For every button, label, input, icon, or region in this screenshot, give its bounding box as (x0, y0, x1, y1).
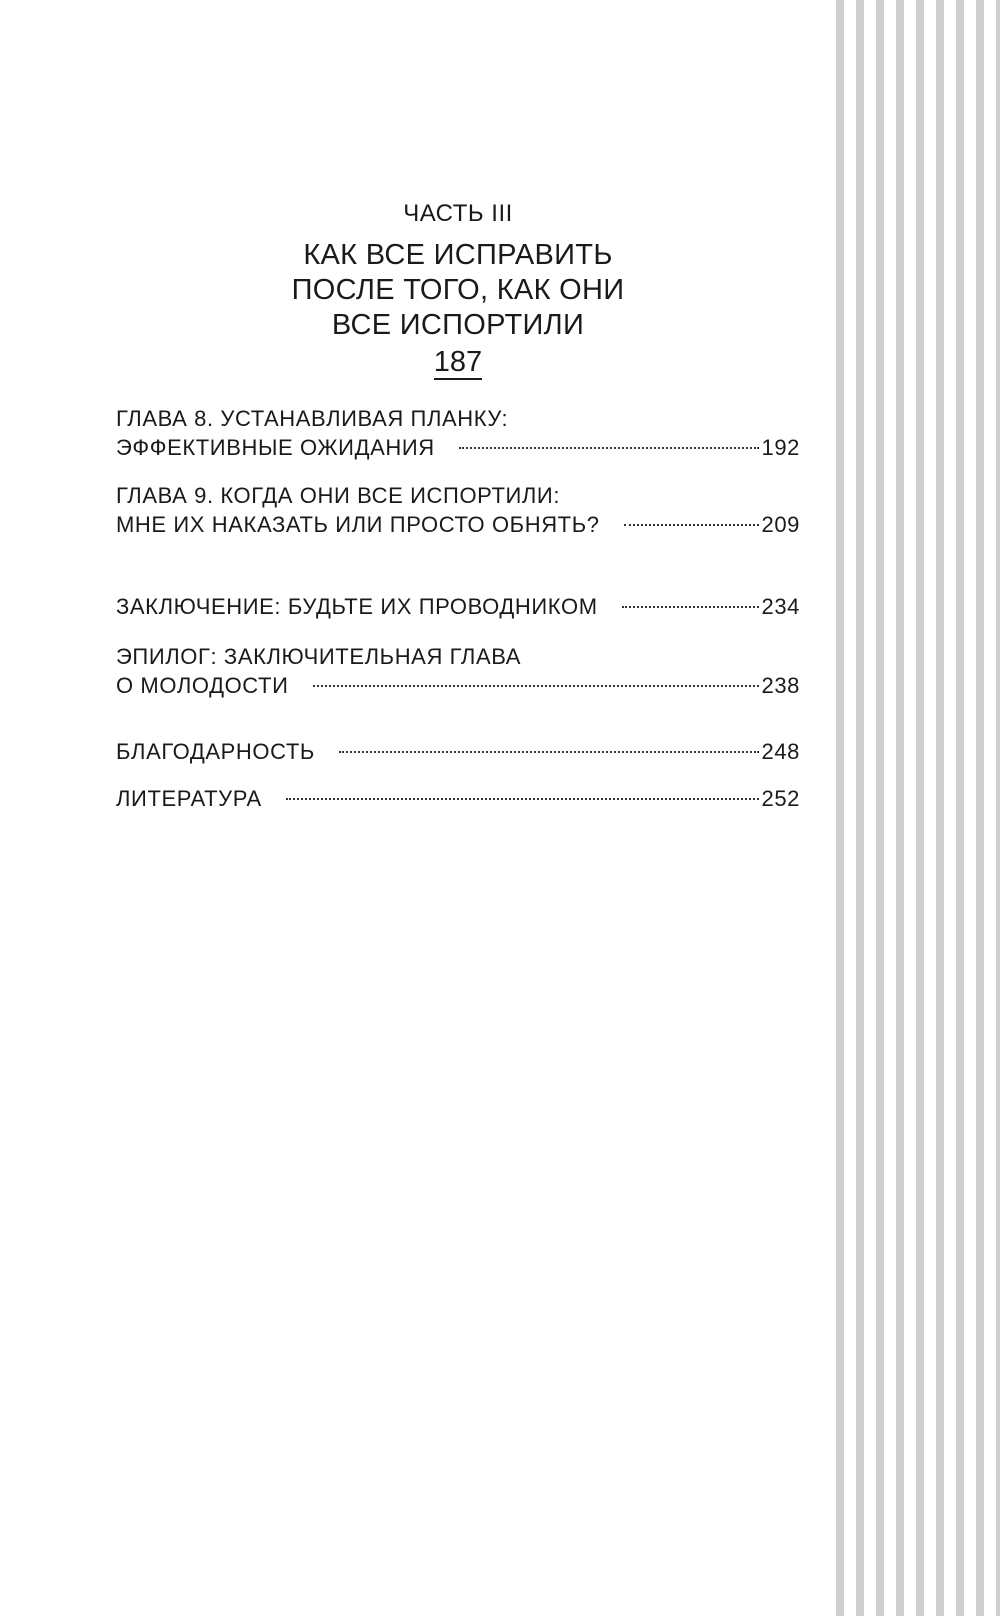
toc-entry-epilogue[interactable] (116, 642, 800, 700)
part-title (116, 238, 800, 343)
part-page-link[interactable]: 187 (433, 346, 483, 378)
toc-entry-title-line1: ЭПИЛОГ: ЗАКЛЮЧИТЕЛЬНАЯ ГЛАВА (116, 644, 522, 669)
toc-entry-page: 248 (761, 739, 800, 764)
toc-entry-chapter-9[interactable] (116, 481, 800, 539)
toc-entry-title: БЛАГОДАРНОСТЬ (116, 739, 315, 764)
decorative-stripes (836, 0, 1000, 1616)
toc-entry-title-line1: ГЛАВА 8. УСТАНАВЛИВАЯ ПЛАНКУ: (116, 406, 509, 431)
dot-leader (624, 524, 760, 526)
toc-entry-chapter-8[interactable] (116, 404, 800, 462)
dot-leader (339, 751, 760, 753)
toc-entry-page: 209 (761, 512, 800, 537)
toc-entry-literature[interactable] (116, 784, 800, 813)
part-page-number[interactable] (116, 346, 800, 380)
dot-leader (622, 606, 760, 608)
part-title-line: ВСЕ ИСПОРТИЛИ (331, 309, 585, 341)
part-label: ЧАСТЬ III (403, 200, 513, 227)
dot-leader (459, 447, 760, 449)
toc-entry-page: 234 (761, 594, 800, 619)
part-title-line: ПОСЛЕ ТОГО, КАК ОНИ (291, 274, 625, 306)
toc-entry-title: ЛИТЕРАТУРА (116, 786, 262, 811)
toc-entry-page: 192 (761, 435, 800, 460)
toc-entry-title: ЗАКЛЮЧЕНИЕ: БУДЬТЕ ИХ ПРОВОДНИКОМ (116, 594, 598, 619)
part-title-line: КАК ВСЕ ИСПРАВИТЬ (303, 239, 613, 271)
toc-entry-title-line2: ЭФФЕКТИВНЫЕ ОЖИДАНИЯ (116, 435, 435, 460)
dot-leader (313, 685, 760, 687)
toc-entry-page: 252 (761, 786, 800, 811)
toc-entry-title-line2: О МОЛОДОСТИ (116, 673, 289, 698)
toc-entry-conclusion[interactable] (116, 592, 800, 621)
toc-entry-page: 238 (761, 673, 800, 698)
toc-entry-acknowledgements[interactable] (116, 737, 800, 766)
toc-entry-title-line1: ГЛАВА 9. КОГДА ОНИ ВСЕ ИСПОРТИЛИ: (116, 483, 561, 508)
dot-leader (286, 798, 760, 800)
toc-entry-title-line2: МНЕ ИХ НАКАЗАТЬ ИЛИ ПРОСТО ОБНЯТЬ? (116, 512, 600, 537)
